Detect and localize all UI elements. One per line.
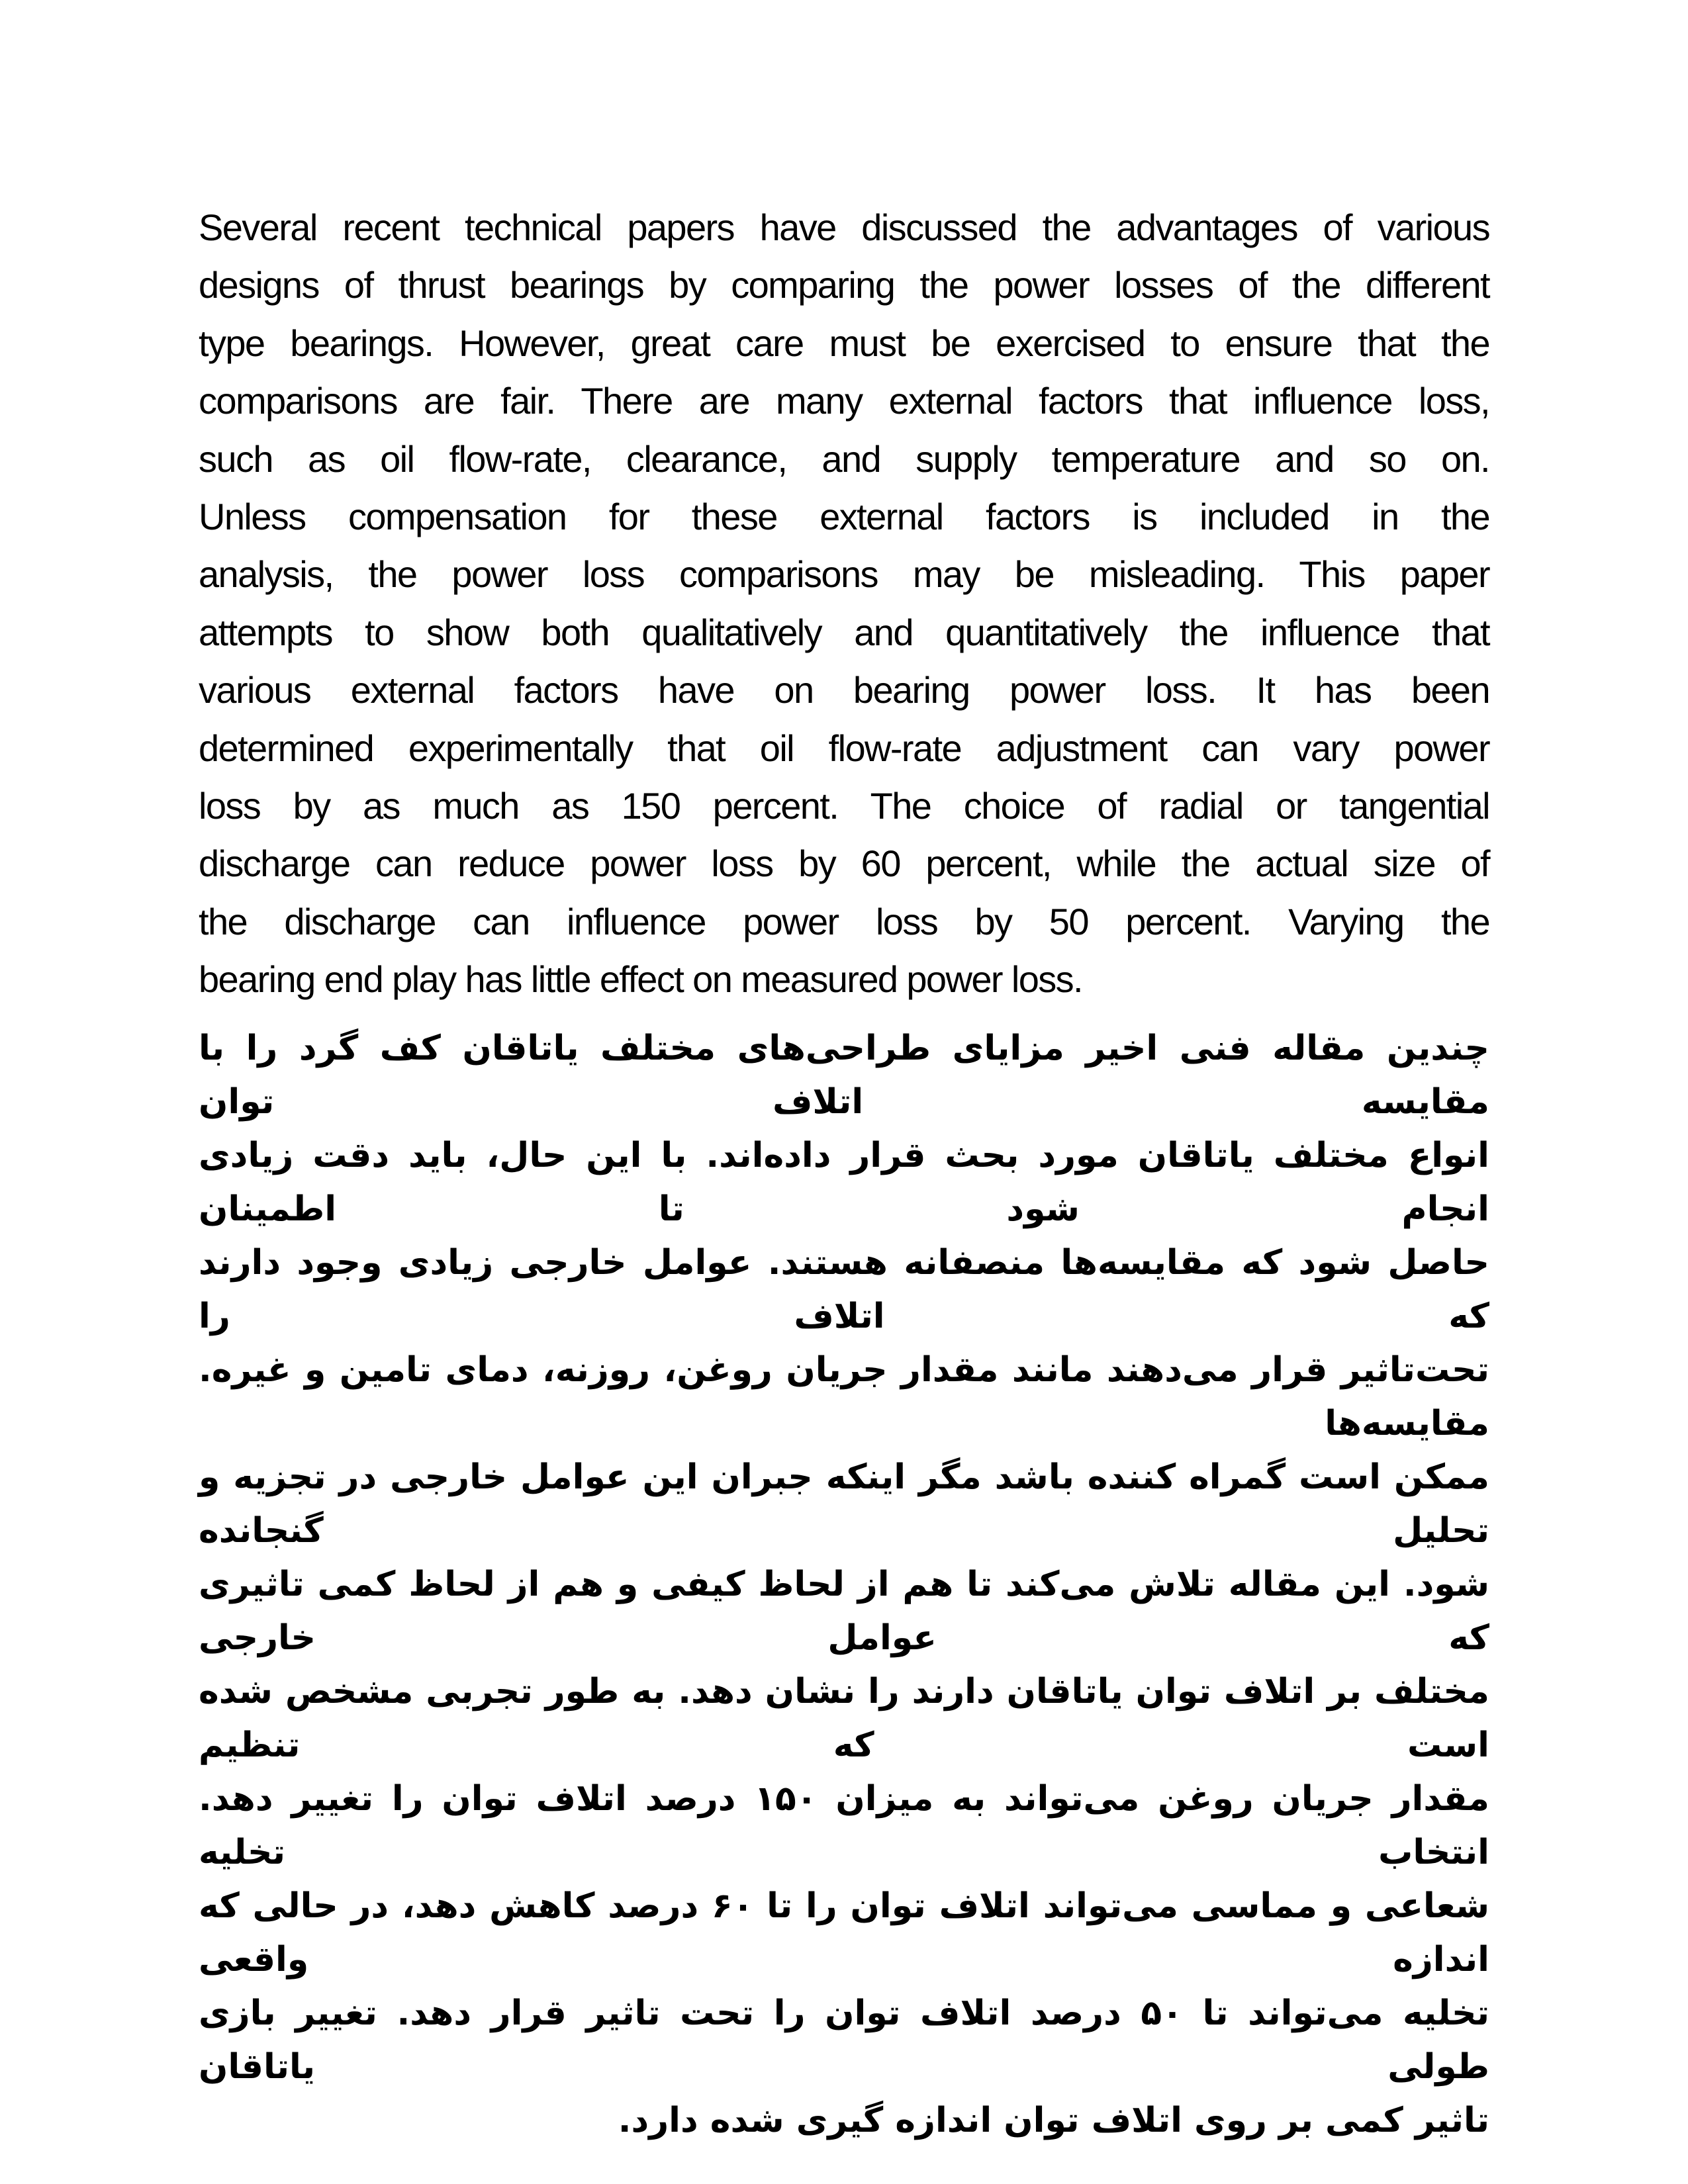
persian-text-line: تخلیه می‌تواند تا ۵۰ درصد اتلاف توان را تحت تاثیر قرار دهد. تغییر بازی طولی یاتاقان (199, 1993, 1489, 2087)
english-text-line: the discharge can influence power loss by 50 percent. Varying the (199, 900, 1489, 942)
english-text-line: discharge can reduce power loss by 60 percent, while the actual size of (199, 842, 1489, 885)
english-text-line: such as oil flow-rate, clearance, and supply temperature and so on. (199, 437, 1489, 480)
english-abstract-paragraph (199, 199, 1489, 1009)
english-text-line: Several recent technical papers have discussed the advantages of various (199, 206, 1489, 248)
persian-text-line: مختلف بر اتلاف توان یاتاقان دارند را نشان دهد. به طور تجربی مشخص شده است که تنظیم (199, 1671, 1489, 1765)
english-text-line: Unless compensation for these external factors is included in the (199, 496, 1489, 538)
persian-text-line: ممکن است گمراه کننده باشد مگر اینکه جبران این عوامل خارجی در تجزیه و تحلیل گنجانده (199, 1457, 1489, 1551)
english-text-line: type bearings. However, great care must be exercised to ensure that the (199, 322, 1489, 364)
document-page (199, 199, 1489, 2148)
persian-text-line: چندین مقاله فنی اخیر مزایای طراحی‌های مختلف یاتاقان کف گرد را با مقایسه اتلاف توان (199, 1028, 1489, 1122)
persian-text-line: تحت‌تاثیر قرار می‌دهند مانند مقدار جریان روغن، روزنه، دمای تامین و غیره. مقایسه‌ها (199, 1349, 1489, 1443)
english-text-line: designs of thrust bearings by comparing the power losses of the different (199, 264, 1489, 306)
persian-text-line: تاثیر کمی بر روی اتلاف توان اندازه گیری شده دارد. (618, 2100, 1489, 2140)
english-text-line: loss by as much as 150 percent. The choice of radial or tangential (199, 785, 1489, 827)
persian-abstract-paragraph (199, 1022, 1489, 2148)
english-text-line: various external factors have on bearing power loss. It has been (199, 669, 1489, 711)
english-text-line: attempts to show both qualitatively and quantitatively the influence that (199, 611, 1489, 653)
persian-text-line: شود. این مقاله تلاش می‌کند تا هم از لحاظ کیفی و هم از لحاظ کمی تاثیری که عوامل خارجی (199, 1564, 1489, 1658)
persian-text-line: انواع مختلف یاتاقان مورد بحث قرار داده‌اند. با این حال، باید دقت زیادی انجام شود تا اطمینان (199, 1135, 1489, 1229)
persian-text-line: حاصل شود که مقایسه‌ها منصفانه هستند. عوامل خارجی زیادی وجود دارند که اتلاف را (199, 1242, 1489, 1336)
english-text-line: bearing end play has little effect on measured power loss. (199, 958, 1083, 1001)
persian-text-line: مقدار جریان روغن می‌تواند به میزان ۱۵۰ درصد اتلاف توان را تغییر دهد. انتخاب تخلیه (199, 1778, 1489, 1872)
english-text-line: comparisons are fair. There are many external factors that influence loss, (199, 380, 1489, 422)
persian-text-line: شعاعی و مماسی می‌تواند اتلاف توان را تا ۶۰ درصد کاهش دهد، در حالی که اندازه واقعی (199, 1886, 1489, 1979)
english-text-line: analysis, the power loss comparisons may be misleading. This paper (199, 553, 1489, 596)
english-text-line: determined experimentally that oil flow-rate adjustment can vary power (199, 727, 1489, 769)
